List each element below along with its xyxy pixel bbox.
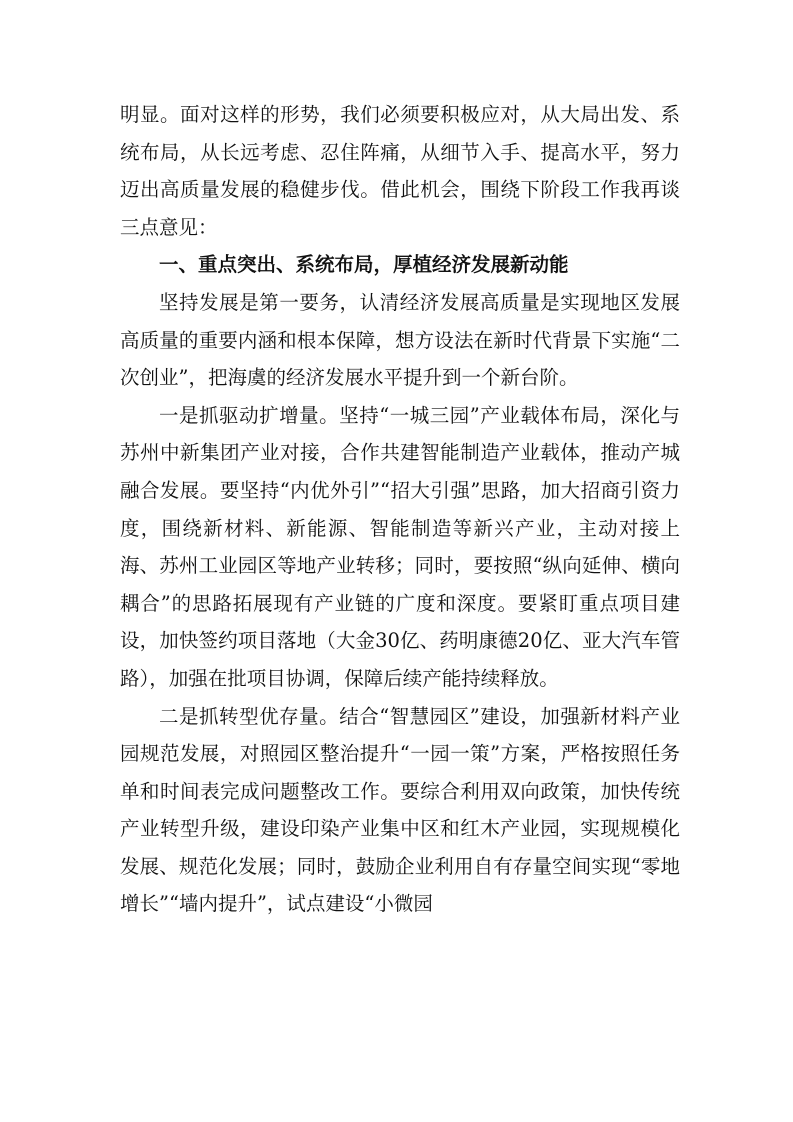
section-heading-text: 一、重点突出、系统布局，厚植经济发展新动能 <box>159 253 569 277</box>
document-body <box>120 96 680 923</box>
paragraph-point-two <box>120 698 680 924</box>
section-heading <box>120 246 680 284</box>
paragraph-text: 坚持发展是第一要务，认清经济发展高质量是实现地区发展高质量的重要内涵和根本保障，想方设法在新时代背景下实施“二次创业”，把海虞的经济发展水平提升到一个新台阶。 <box>120 290 680 390</box>
paragraph-text: 明显。面对这样的形势，我们必须要积极应对，从大局出发、系统布局，从长远考虑、忍住阵痛，从细节入手、提高水平，努力迈出高质量发展的稳健步伐。借此机会，围绕下阶段工作我再谈三点意见： <box>120 103 680 239</box>
paragraph-text: 结合“智慧园区”建设，加强新材料产业园规范发展，对照园区整治提升“一园一策”方案，严格按照任务单和时间表完成问题整改工作。要综合利用双向政策，加快传统产业转型升级，建设印染产业集中区和红木产业园，实现规模化发展、规范化发展；同时，鼓励企业利用自有存量空间实现“零地增长”“墙内提升”，试点建设“小微园 <box>120 704 680 916</box>
point-lead: 二是抓转型优存量。 <box>159 704 340 728</box>
point-lead: 一是抓驱动扩增量。 <box>159 403 340 427</box>
paragraph-intro <box>120 284 680 397</box>
paragraph-text: 坚持“一城三园”产业载体布局，深化与苏州中新集团产业对接，合作共建智能制造产业载体，推动产城融合发展。要坚持“内优外引”“招大引强”思路，加大招商引资力度，围绕新材料、新能源、智能制造等新兴产业，主动对接上海、苏州工业园区等地产业转移；同时，要按照“纵向延伸、横向耦合”的思路拓展现有产业链的广度和深度。要紧盯重点项目建设，加快签约项目落地（大金30亿、药明康德20亿、亚大汽车管路），加强在批项目协调，保障后续产能持续释放。 <box>120 403 680 690</box>
paragraph-continuation <box>120 96 680 246</box>
paragraph-point-one <box>120 397 680 698</box>
